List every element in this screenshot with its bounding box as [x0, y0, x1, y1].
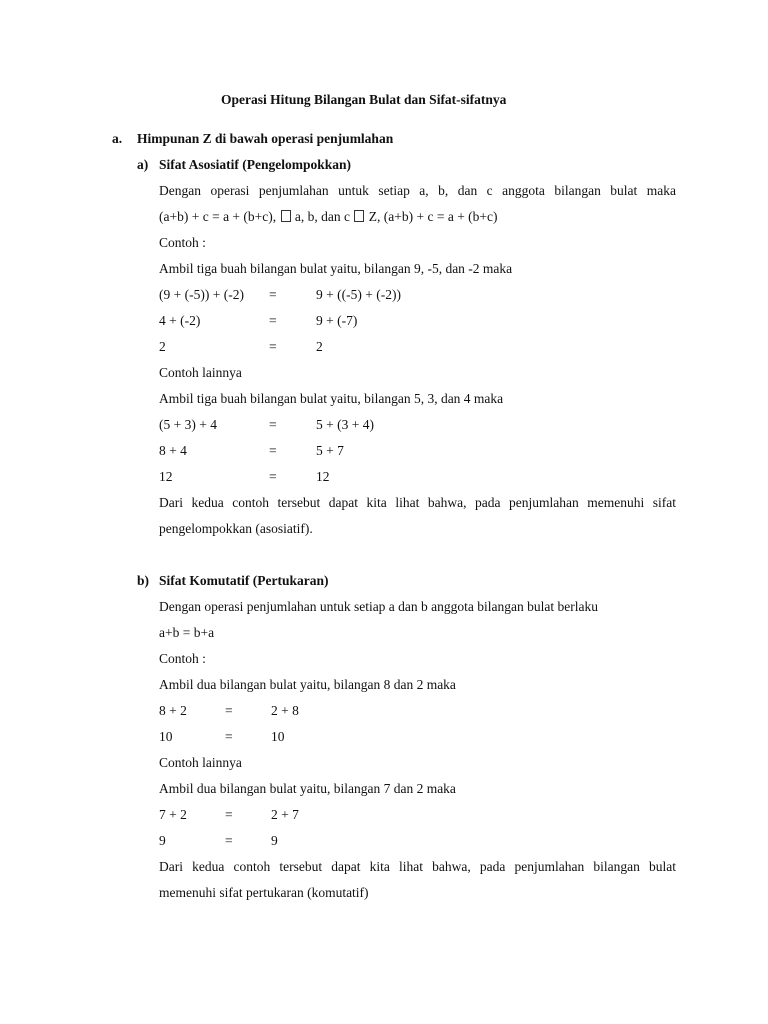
equation-equals: = [225, 833, 233, 848]
asosiatif-conclusion-line2: pengelompokkan (asosiatif). [159, 521, 313, 536]
equation-equals: = [225, 729, 233, 744]
section-a-heading: Himpunan Z di bawah operasi penjumlahan [137, 131, 394, 146]
formula-part-3: Z, (a+b) + c = a + (b+c) [368, 209, 498, 224]
equation-right: 10 [271, 729, 285, 744]
forall-symbol-icon [281, 210, 291, 222]
asosiatif-example2-intro: Ambil tiga buah bilangan bulat yaitu, bilangan 5, 3, dan 4 maka [159, 391, 504, 406]
equation-left: (9 + (-5)) + (-2) [159, 287, 244, 302]
equation-left: 12 [159, 469, 173, 484]
equation-right: 9 [271, 833, 278, 848]
komutatif-conclusion-line2: memenuhi sifat pertukaran (komutatif) [159, 885, 369, 900]
element-of-symbol-icon [354, 210, 364, 222]
equation-equals: = [269, 469, 277, 484]
contoh-label: Contoh : [159, 235, 206, 250]
asosiatif-conclusion-line1: Dari kedua contoh tersebut dapat kita lihat bahwa, pada penjumlahan memenuhi sifat [159, 495, 676, 510]
equation-right: 9 + ((-5) + (-2)) [316, 287, 401, 302]
contoh-label: Contoh : [159, 651, 206, 666]
equation-left: 2 [159, 339, 166, 354]
equation-right: 5 + (3 + 4) [316, 417, 374, 432]
komutatif-example1-intro: Ambil dua bilangan bulat yaitu, bilangan 8 dan 2 maka [159, 677, 456, 692]
equation-right: 5 + 7 [316, 443, 344, 458]
asosiatif-formula [159, 209, 498, 225]
subsection-b-marker: b) [137, 573, 150, 588]
equation-left: 9 [159, 833, 166, 848]
equation-left: (5 + 3) + 4 [159, 417, 217, 432]
equation-right: 12 [316, 469, 330, 484]
equation-equals: = [225, 807, 233, 822]
equation-left: 8 + 2 [159, 703, 187, 718]
komutatif-example2-intro: Ambil dua bilangan bulat yaitu, bilangan 7 dan 2 maka [159, 781, 456, 796]
formula-part-1: (a+b) + c = a + (b+c), [159, 209, 277, 224]
equation-right: 2 [316, 339, 323, 354]
equation-left: 10 [159, 729, 173, 744]
document-title: Operasi Hitung Bilangan Bulat dan Sifat-sifatnya [221, 92, 507, 107]
equation-equals: = [269, 443, 277, 458]
contoh-lainnya-label: Contoh lainnya [159, 755, 242, 770]
asosiatif-intro: Dengan operasi penjumlahan untuk setiap a, b, dan c anggota bilangan bulat maka [159, 183, 676, 198]
equation-right: 2 + 7 [271, 807, 299, 822]
equation-equals: = [269, 339, 277, 354]
contoh-lainnya-label: Contoh lainnya [159, 365, 242, 380]
equation-equals: = [225, 703, 233, 718]
section-a-marker: a. [112, 131, 123, 146]
equation-equals: = [269, 287, 277, 302]
equation-equals: = [269, 417, 277, 432]
asosiatif-example1-intro: Ambil tiga buah bilangan bulat yaitu, bilangan 9, -5, dan -2 maka [159, 261, 513, 276]
equation-left: 8 + 4 [159, 443, 187, 458]
equation-right: 2 + 8 [271, 703, 299, 718]
komutatif-intro: Dengan operasi penjumlahan untuk setiap a dan b anggota bilangan bulat berlaku [159, 599, 598, 614]
subsection-a-marker: a) [137, 157, 149, 172]
formula-part-2: a, b, dan c [294, 209, 351, 224]
equation-right: 9 + (-7) [316, 313, 358, 328]
equation-left: 7 + 2 [159, 807, 187, 822]
subsection-a-heading: Sifat Asosiatif (Pengelompokkan) [159, 157, 352, 172]
komutatif-formula: a+b = b+a [159, 625, 215, 640]
subsection-b-heading: Sifat Komutatif (Pertukaran) [159, 573, 329, 588]
equation-equals: = [269, 313, 277, 328]
komutatif-conclusion-line1: Dari kedua contoh tersebut dapat kita lihat bahwa, pada penjumlahan bilangan bulat [159, 859, 676, 874]
equation-left: 4 + (-2) [159, 313, 201, 328]
